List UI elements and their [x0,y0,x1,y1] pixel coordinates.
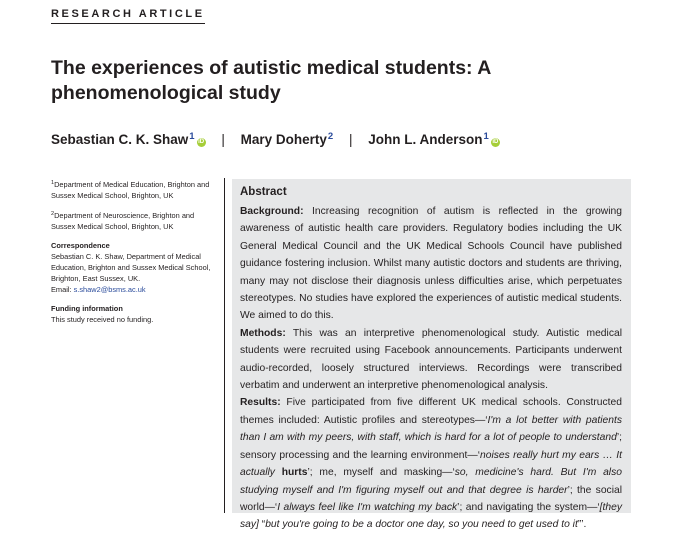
results-quote: but you're going to be a doctor one day, so you need to get used to it [265,519,578,531]
results-quote: I'm a lot better with patients than I am with my peers, with staff, which is hard for a lot of people to understand [240,414,622,444]
correspondence-text: Sebastian C. K. Shaw, Department of Medical Education, Brighton and Sussex Medical School, Brighton, East Sussex, UK. [51,252,211,283]
funding-heading: Funding information [51,304,123,313]
results-text: ”’. [577,519,587,531]
affiliation-ref[interactable]: 1 [483,131,489,142]
affiliation-number: 1 [51,180,55,186]
section-label: Methods: [240,327,286,339]
article-type-label: RESEARCH ARTICLE [51,8,205,24]
abstract-background [240,203,622,325]
author-name: John L. Anderson [368,132,483,147]
orcid-icon[interactable]: iD [198,139,205,145]
email-link[interactable]: s.shaw2@bsms.ac.uk [73,285,146,294]
results-quote: noises really hurt my ears … It actually [240,449,622,479]
results-quote: I always feel like I'm watching my back [277,501,458,513]
author-anderson[interactable] [368,131,500,147]
section-text: Increasing recognition of autism is reflected in the growing awareness of autistic health care providers. Regulatory bodies including the UK General Medical Council and the UK Medical Schools Council have published guidance fostering inclusion. Whilst many autistic doctors and students are thriving, many may not disclose their diagnosis unless difficulties arise, which perpetuates stereotypes. No studies have explored the experiences of autistic medical students. We aimed to do this. [240,206,622,322]
column-divider [224,178,225,513]
section-label: Background: [240,206,304,217]
funding-text: This study received no funding. [51,315,154,324]
correspondence-email-line [51,284,216,295]
author-separator: | [221,132,225,147]
author-doherty[interactable] [241,131,334,147]
author-separator: | [348,132,353,147]
affiliation-2 [51,209,216,232]
results-emphasis: hurts [281,467,308,479]
affiliation-ref[interactable]: 2 [327,131,334,142]
author-name: Mary Doherty [240,132,327,147]
author-name: Sebastian C. K. Shaw [51,132,189,147]
results-text: “ [258,519,266,531]
affiliation-text: Department of Medical Education, Brighton and Sussex Medical School, Brighton, UK [51,180,210,200]
affiliation-text: Department of Neuroscience, Brighton and Sussex Medical School, Brighton, UK [51,211,195,231]
correspondence-heading: Correspondence [51,241,110,250]
results-text: ’; sensory processing and the learning environment—‘ [240,432,622,461]
section-label: Results: [240,397,281,409]
correspondence-block [51,240,216,295]
affiliation-1 [51,178,216,201]
email-label: Email: [51,285,72,294]
affiliation-ref[interactable]: 1 [189,131,195,142]
author-shaw[interactable] [51,131,206,147]
results-text: ’; the social world—‘ [240,484,622,513]
results-text: ’; and navigating the system—‘ [457,501,600,513]
section-text: This was an interpretive phenomenological study. Autistic medical students were recruited using Facebook announcements. Participants underwent audio-recorded, loosely structured interviews. Recordings were transcribed verbatim and underwent an interpretive phenomenological analysis. [240,327,622,392]
affiliation-number: 2 [51,211,55,217]
abstract-heading: Abstract [240,186,287,198]
article-sidebar [51,178,216,333]
results-text: ’; me, myself and masking—‘ [307,467,455,479]
abstract-box [232,179,631,531]
results-quote: so, medicine's hard. But I'm also studying myself and I'm figuring myself out and that degree is harder [240,467,622,496]
author-list [51,131,500,147]
abstract-methods [240,325,622,395]
results-text: Five participated from five different UK medical schools. Constructed themes included: Autistic profiles and stereotypes—‘ [240,397,622,426]
article-title: The experiences of autistic medical students: A phenomenological study [51,57,491,104]
funding-block [51,303,216,325]
results-quote: [they say] [240,501,622,531]
orcid-icon[interactable]: iD [492,139,499,145]
